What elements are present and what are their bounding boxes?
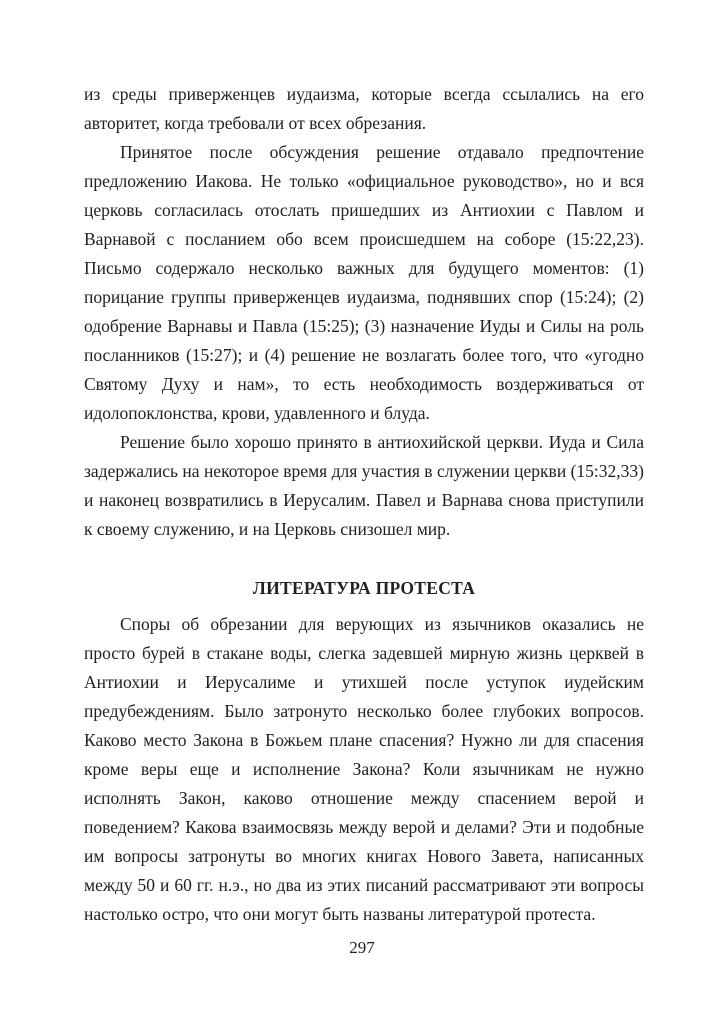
paragraph-decision-received: Решение было хорошо принято в антиохийской церкви. Иуда и Сила задержались на некоторое время для участия в служении церкви (15:32,33) и наконец возвратились в Иерусалим. Павел и Варнава снова приступили к своему служению, и на Церковь снизошел мир. (84, 432, 644, 539)
page-number: 297 (349, 938, 375, 957)
section-heading: ЛИТЕРАТУРА ПРОТЕСТА (252, 578, 476, 598)
paragraph-council-decision: Принятое после обсуждения решение отдавало предпочтение предложению Иакова. Не только «официальное руководство», но и вся церковь согласилась отослать пришедших из Антиохии с Павлом и Варнавой с посланием обо всем происшедшем на соборе (15:22,23). Письмо содержало несколько важных для будущего моментов: (1) порицание группы приверженцев иудаизма, поднявших спор (15:24); (2) одобрение Варнавы и Павла (15:25); (3) назначение Иуды и Силы на роль посланников (15:27); и (4) решение не возлагать более того, что «угодно Святому Духу и нам», то есть необходимость воздерживаться от идолопоклонства, крови, удавленного и блуда. (84, 142, 644, 423)
page-body (84, 80, 644, 929)
paragraph-continuation: из среды приверженцев иудаизма, которые всегда ссылались на его авторитет, когда требовали от всех обрезания. (84, 84, 644, 133)
paragraph-protest-literature: Споры об обрезании для верующих из язычников оказались не просто бурей в стакане воды, слегка задевшей мирную жизнь церквей в Антиохии и Иерусалиме и утихшей после уступок иудейским предубеждениям. Было затронуто несколько более глубоких вопросов. Каково место Закона в Божьем плане спасения? Нужно ли для спасения кроме веры еще и исполнение Закона? Коли язычникам не нужно исполнять Закон, каково отношение между спасением верой и поведением? Какова взаимосвязь между верой и делами? Эти и подобные им вопросы затронуты во многих книгах Нового Завета, написанных между 50 и 60 гг. н.э., но два из этих писаний рассматривают эти вопросы настолько остро, что они могут быть названы литературой протеста. (84, 614, 644, 924)
page-footer (0, 936, 724, 960)
